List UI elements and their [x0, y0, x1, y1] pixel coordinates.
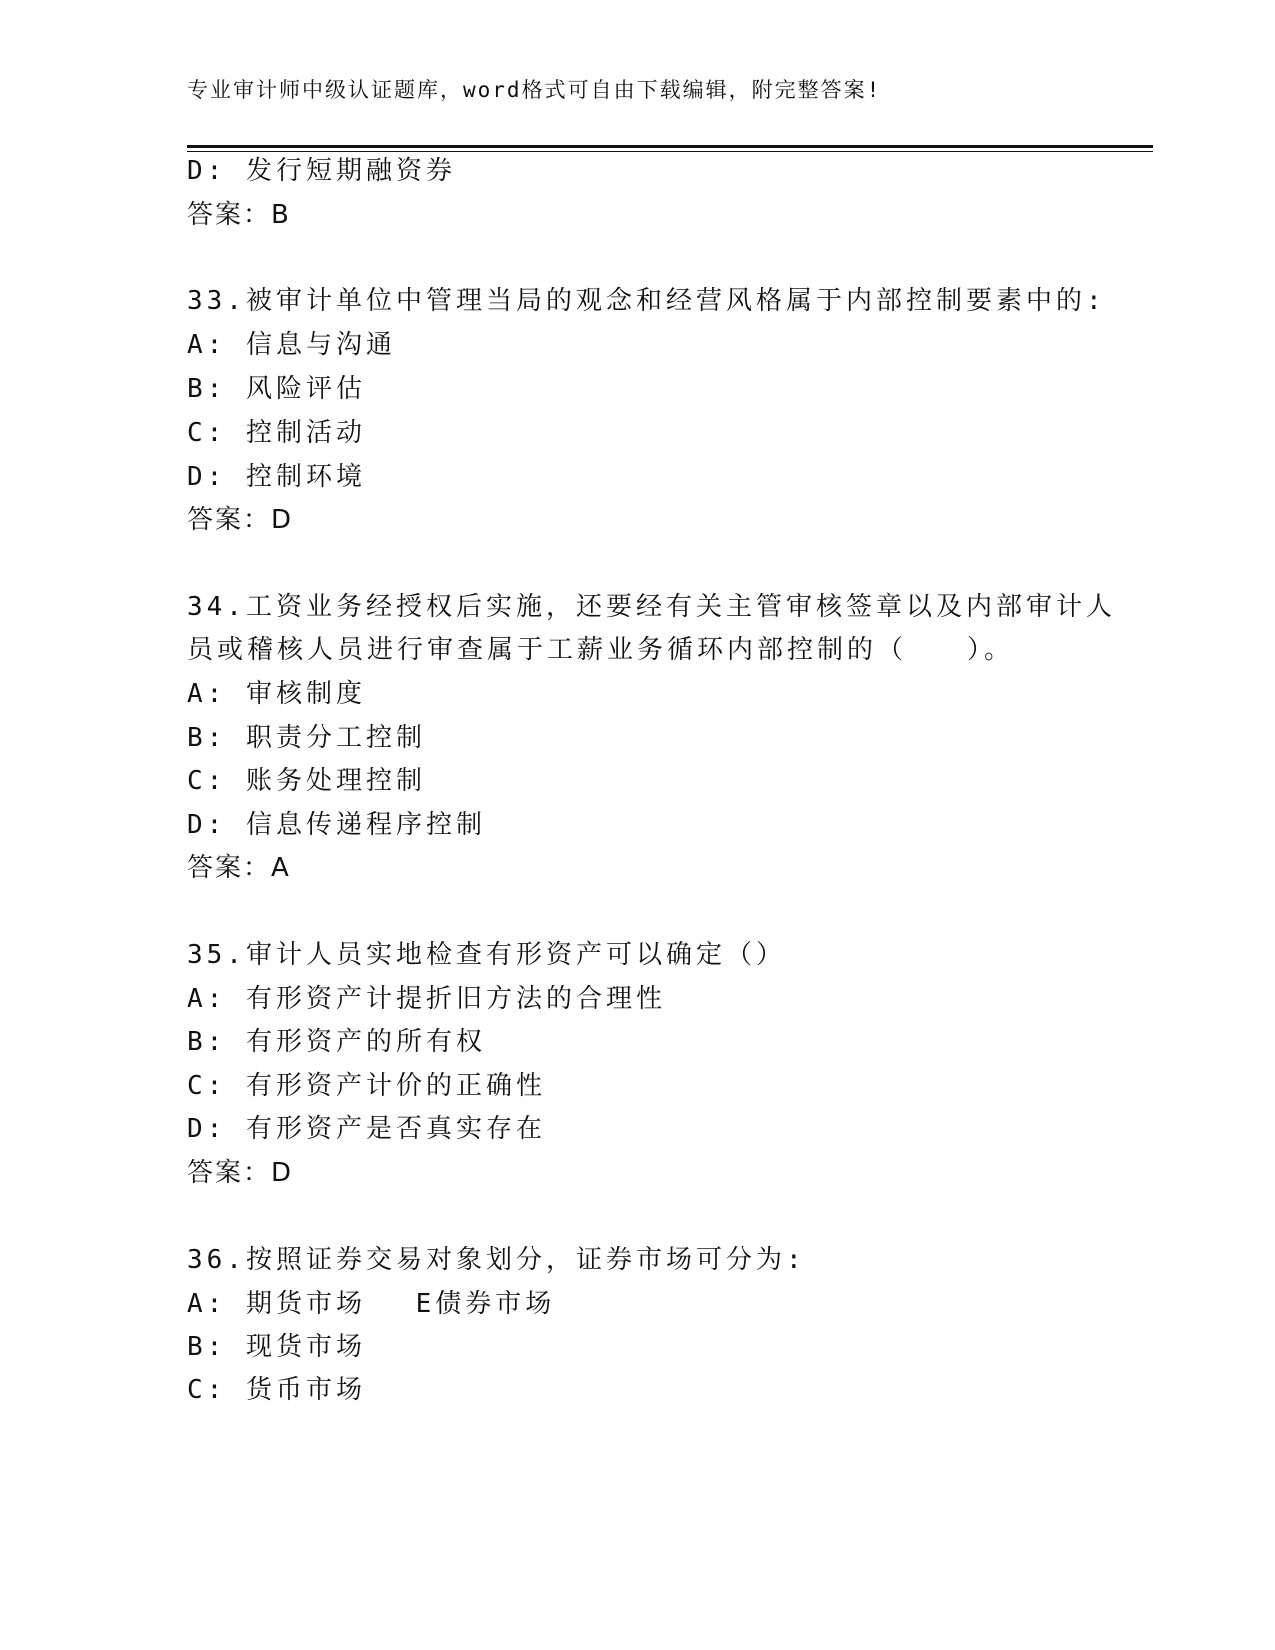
q35-answer: 答案：D [187, 1158, 294, 1188]
q36-stem: 36.按照证券交易对象划分，证券市场可分为: [187, 1245, 806, 1275]
q34-option-a: A: 审核制度 [187, 679, 366, 709]
prev-option-d: D: 发行短期融资券 [187, 156, 456, 186]
q34-option-b: B: 职责分工控制 [187, 723, 426, 753]
q35-option-a: A: 有形资产计提折旧方法的合理性 [187, 984, 666, 1014]
q33-option-b: B: 风险评估 [187, 374, 366, 404]
q33-stem: 33.被审计单位中管理当局的观念和经营风格属于内部控制要素中的: [187, 286, 1106, 316]
q33-answer: 答案：D [187, 505, 294, 535]
q35-stem: 35.审计人员实地检查有形资产可以确定（） [187, 940, 786, 970]
q36-option-b: B: 现货市场 [187, 1332, 366, 1362]
q33-option-a: A: 信息与沟通 [187, 330, 396, 360]
q33-option-c: C: 控制活动 [187, 418, 366, 448]
q35-option-c: C: 有形资产计价的正确性 [187, 1071, 546, 1101]
q35-option-d: D: 有形资产是否真实存在 [187, 1114, 546, 1144]
q34-stem-line2: 员或稽核人员进行审查属于工薪业务循环内部控制的（ ）。 [187, 635, 1015, 665]
q34-stem-line1: 34.工资业务经授权后实施，还要经有关主管审核签章以及内部审计人 [187, 592, 1116, 622]
q33-option-d: D: 控制环境 [187, 462, 366, 492]
q36-option-a: A: 期货市场 E债券市场 [187, 1289, 556, 1319]
q35-option-b: B: 有形资产的所有权 [187, 1027, 486, 1057]
q34-answer: 答案：A [187, 853, 291, 883]
page-header: 专业审计师中级认证题库，word格式可自由下载编辑，附完整答案! [187, 78, 882, 102]
header-rule-thick [187, 145, 1153, 148]
q34-option-c: C: 账务处理控制 [187, 766, 426, 796]
q36-option-c: C: 货币市场 [187, 1375, 366, 1405]
header-rule-thin [187, 151, 1153, 152]
prev-answer: 答案：B [187, 200, 291, 230]
q34-option-d: D: 信息传递程序控制 [187, 810, 486, 840]
